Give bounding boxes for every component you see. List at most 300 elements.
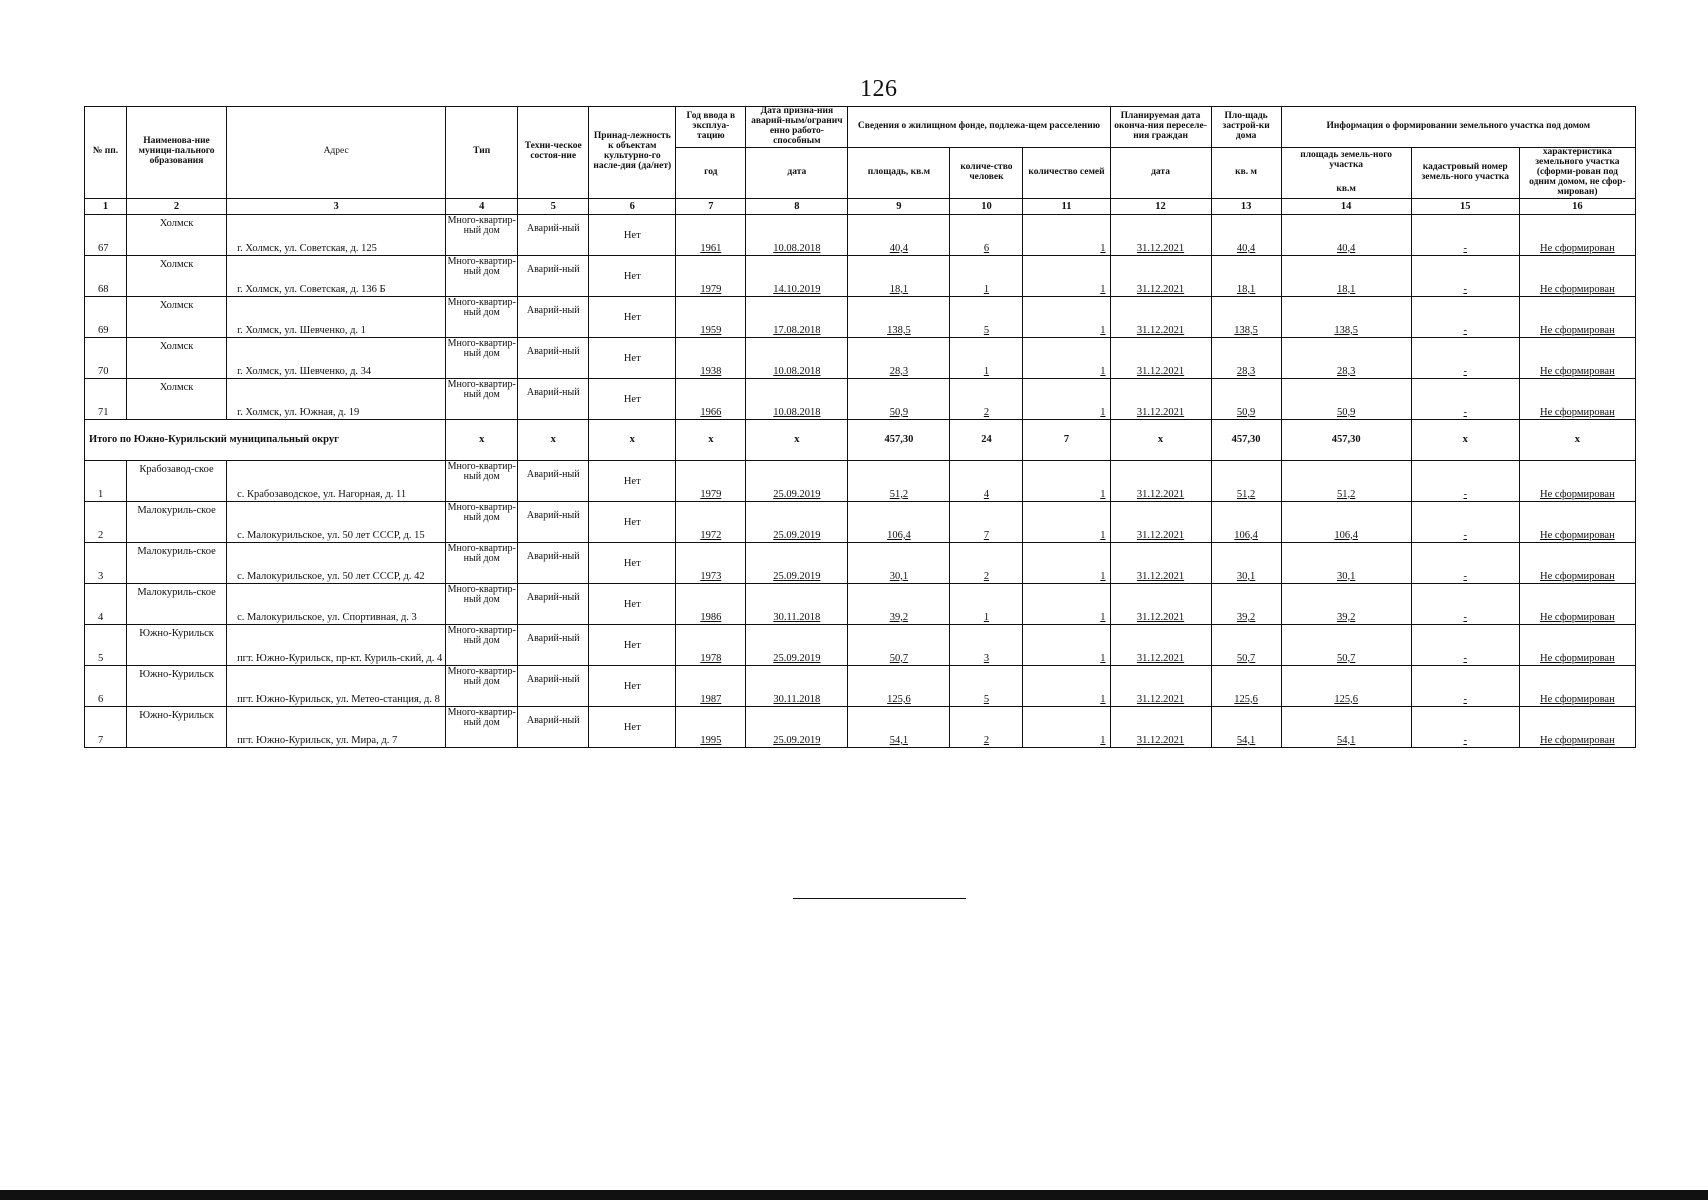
people-cell: 1: [983, 283, 990, 295]
municipality-cell: Холмск: [159, 381, 194, 393]
plan-date-cell-box: [1110, 501, 1211, 542]
land-area-cell: 54,1: [1336, 734, 1356, 746]
plan-date-cell: 31.12.2021: [1136, 611, 1185, 623]
people-cell: 2: [983, 734, 990, 746]
type-cell-box: [446, 542, 518, 583]
tech-state-cell: Аварий-ный: [526, 468, 580, 480]
people-cell: 5: [983, 324, 990, 336]
type-cell: Много-квартир-ный дом: [447, 255, 516, 277]
row-number-box: [85, 542, 127, 583]
area-cell-box: [848, 255, 950, 296]
cadastral-cell-box: [1411, 706, 1519, 747]
municipality-cell-box: [127, 542, 227, 583]
families-cell-box: [1023, 255, 1110, 296]
header-type: Тип: [446, 107, 518, 199]
type-cell-box: [446, 296, 518, 337]
year-cell: 1972: [700, 529, 722, 541]
plan-date-cell: 31.12.2021: [1136, 283, 1185, 295]
people-cell-box: [950, 460, 1023, 501]
plan-date-cell: 31.12.2021: [1136, 734, 1185, 746]
header-land-char: характеристика земельного участка (сформи-рован под одним домом, не сфор-мирован): [1519, 147, 1635, 198]
date-cell-box: [746, 542, 848, 583]
built-area-cell: 50,9: [1236, 406, 1256, 418]
municipality-cell: Крабозавод-ское: [139, 463, 214, 475]
cadastral-cell: -: [1463, 611, 1467, 623]
header-year-sub: год: [676, 147, 746, 198]
type-cell: Много-квартир-ный дом: [447, 624, 516, 646]
date-cell-box: [746, 583, 848, 624]
type-cell: Много-квартир-ный дом: [447, 665, 516, 687]
header-date-sub: дата: [746, 147, 848, 198]
total-label: Итого по Южно-Курильский муниципальный округ: [85, 419, 446, 460]
people-cell: 3: [983, 652, 990, 664]
cadastral-cell: -: [1463, 693, 1467, 705]
municipality-cell-box: [127, 296, 227, 337]
date-cell-box: [746, 337, 848, 378]
built-area-cell: 39,2: [1236, 611, 1256, 623]
year-cell-box: [676, 214, 746, 255]
address-cell-box: [227, 542, 446, 583]
type-cell-box: [446, 501, 518, 542]
plan-date-cell: 31.12.2021: [1136, 529, 1185, 541]
area-cell: 125,6: [887, 693, 911, 705]
cadastral-cell-box: [1411, 296, 1519, 337]
date-cell: 25.09.2019: [773, 652, 821, 664]
cultural-cell: Нет: [623, 270, 641, 282]
people-cell-box: [950, 665, 1023, 706]
column-number-cell: 16: [1519, 198, 1635, 214]
header-plan-group: Планируемая дата оконча-ния переселе-ния граждан: [1110, 107, 1211, 148]
people-cell: 6: [983, 242, 990, 254]
column-number-cell: 15: [1411, 198, 1519, 214]
year-cell: 1966: [700, 406, 722, 418]
date-cell: 10.08.2018: [773, 406, 821, 418]
row-number-box: [85, 214, 127, 255]
header-area-sub: площадь, кв.м: [848, 147, 950, 198]
date-cell: 30.11.2018: [773, 611, 821, 623]
header-built-group: Пло-щадь застрой-ки дома: [1211, 107, 1281, 148]
row-number-box: [85, 665, 127, 706]
tech-state-cell-box: [518, 214, 589, 255]
date-cell-box: [746, 665, 848, 706]
row-number: 2: [98, 529, 104, 541]
cultural-cell: Нет: [623, 393, 641, 405]
municipality-cell-box: [127, 255, 227, 296]
tech-state-cell-box: [518, 460, 589, 501]
families-cell: 1: [1100, 693, 1106, 705]
people-cell-box: [950, 706, 1023, 747]
total-plan-cell: х: [1110, 419, 1211, 460]
built-area-cell: 54,1: [1236, 734, 1256, 746]
total-date-cell: х: [746, 419, 848, 460]
table-row: [85, 460, 1636, 501]
municipality-cell-box: [127, 665, 227, 706]
row-number: 69: [98, 324, 109, 336]
plan-date-cell-box: [1110, 706, 1211, 747]
land-area-cell: 39,2: [1336, 611, 1356, 623]
land-area-cell: 50,9: [1336, 406, 1356, 418]
tech-state-cell: Аварий-ный: [526, 386, 580, 398]
row-number-box: [85, 255, 127, 296]
land-area-cell: 106,4: [1334, 529, 1358, 541]
tech-state-cell-box: [518, 501, 589, 542]
municipality-cell: Малокуриль-ское: [137, 504, 216, 516]
land-area-cell: 51,2: [1336, 488, 1356, 500]
table-row: [85, 255, 1636, 296]
row-number-box: [85, 460, 127, 501]
cadastral-cell-box: [1411, 460, 1519, 501]
land-char-cell-box: [1519, 665, 1635, 706]
table-row: [85, 583, 1636, 624]
built-area-cell: 40,4: [1236, 242, 1256, 254]
row-number-box: [85, 296, 127, 337]
land-char-cell: Не сформирован: [1540, 570, 1615, 582]
year-cell-box: [676, 665, 746, 706]
tech-state-cell: Аварий-ный: [526, 222, 580, 234]
date-cell-box: [746, 255, 848, 296]
municipality-cell: Холмск: [159, 299, 194, 311]
row-number: 71: [98, 406, 109, 418]
municipality-cell: Холмск: [159, 258, 194, 270]
total-built-cell: 457,30: [1211, 419, 1281, 460]
type-cell-box: [446, 460, 518, 501]
plan-date-cell-box: [1110, 255, 1211, 296]
cadastral-cell: -: [1463, 365, 1467, 377]
total-year-cell: х: [676, 419, 746, 460]
year-cell-box: [676, 337, 746, 378]
type-cell: Много-квартир-ный дом: [447, 501, 516, 523]
row-number-box: [85, 501, 127, 542]
cadastral-cell: -: [1463, 488, 1467, 500]
year-cell-box: [676, 378, 746, 419]
cultural-cell-box: [589, 706, 676, 747]
address-cell: с. Малокурильское, ул. Спортивная, д. 3: [237, 611, 417, 623]
column-number-cell: 14: [1281, 198, 1411, 214]
year-cell-box: [676, 460, 746, 501]
cultural-cell-box: [589, 214, 676, 255]
cultural-cell: Нет: [623, 639, 641, 651]
land-area-cell-box: [1281, 542, 1411, 583]
column-number-cell: 6: [589, 198, 676, 214]
built-area-cell: 138,5: [1234, 324, 1258, 336]
municipality-cell-box: [127, 706, 227, 747]
area-cell: 40,4: [889, 242, 909, 254]
signature-line: [793, 898, 966, 899]
families-cell-box: [1023, 337, 1110, 378]
address-cell: с. Крабозаводское, ул. Нагорная, д. 11: [237, 488, 407, 500]
cultural-cell: Нет: [623, 557, 641, 569]
land-char-cell: Не сформирован: [1540, 734, 1615, 746]
land-char-cell-box: [1519, 378, 1635, 419]
people-cell-box: [950, 255, 1023, 296]
area-cell: 18,1: [889, 283, 909, 295]
type-cell: Много-квартир-ный дом: [447, 337, 516, 359]
plan-date-cell-box: [1110, 337, 1211, 378]
municipality-cell-box: [127, 378, 227, 419]
type-cell-box: [446, 378, 518, 419]
tech-state-cell-box: [518, 542, 589, 583]
row-number: 6: [98, 693, 104, 705]
date-cell: 10.08.2018: [773, 365, 821, 377]
area-cell-box: [848, 665, 950, 706]
municipality-cell-box: [127, 583, 227, 624]
year-cell: 1938: [700, 365, 722, 377]
plan-date-cell-box: [1110, 460, 1211, 501]
type-cell-box: [446, 214, 518, 255]
land-char-cell-box: [1519, 214, 1635, 255]
year-cell: 1986: [700, 611, 722, 623]
cadastral-cell: -: [1463, 406, 1467, 418]
land-area-cell: 30,1: [1336, 570, 1356, 582]
families-cell: 1: [1100, 283, 1106, 295]
built-area-cell-box: [1211, 378, 1281, 419]
cultural-cell: Нет: [623, 229, 641, 241]
plan-date-cell-box: [1110, 378, 1211, 419]
year-cell: 1973: [700, 570, 722, 582]
total-type-cell: х: [446, 419, 518, 460]
cultural-cell-box: [589, 665, 676, 706]
column-number-cell: 10: [950, 198, 1023, 214]
cultural-cell: Нет: [623, 598, 641, 610]
column-number-cell: 8: [746, 198, 848, 214]
plan-date-cell: 31.12.2021: [1136, 324, 1185, 336]
land-char-cell-box: [1519, 460, 1635, 501]
row-number-box: [85, 706, 127, 747]
land-char-cell: Не сформирован: [1540, 693, 1615, 705]
tech-state-cell: Аварий-ный: [526, 632, 580, 644]
tech-state-cell-box: [518, 337, 589, 378]
area-cell: 28,3: [889, 365, 909, 377]
cultural-cell: Нет: [623, 516, 641, 528]
cultural-cell-box: [589, 337, 676, 378]
land-area-cell: 18,1: [1336, 283, 1356, 295]
built-area-cell: 18,1: [1236, 283, 1256, 295]
table-row: [85, 296, 1636, 337]
tech-state-cell: Аварий-ный: [526, 591, 580, 603]
people-cell-box: [950, 337, 1023, 378]
municipality-cell: Холмск: [159, 217, 194, 229]
type-cell: Много-квартир-ный дом: [447, 542, 516, 564]
column-number-row: [85, 198, 1636, 214]
land-char-cell-box: [1519, 337, 1635, 378]
date-cell-box: [746, 501, 848, 542]
land-char-cell-box: [1519, 542, 1635, 583]
land-char-cell-box: [1519, 624, 1635, 665]
people-cell: 2: [983, 406, 990, 418]
area-cell-box: [848, 542, 950, 583]
cadastral-cell-box: [1411, 501, 1519, 542]
year-cell-box: [676, 501, 746, 542]
families-cell: 1: [1100, 365, 1106, 377]
date-cell: 25.09.2019: [773, 734, 821, 746]
plan-date-cell-box: [1110, 296, 1211, 337]
date-cell: 17.08.2018: [773, 324, 821, 336]
cultural-cell-box: [589, 542, 676, 583]
table-row: [85, 665, 1636, 706]
header-num: № пп.: [85, 107, 127, 199]
address-cell: с. Малокурильское, ул. 50 лет СССР, д. 15: [237, 529, 425, 541]
column-number-cell: 9: [848, 198, 950, 214]
type-cell-box: [446, 255, 518, 296]
year-cell-box: [676, 706, 746, 747]
plan-date-cell: 31.12.2021: [1136, 570, 1185, 582]
year-cell: 1995: [700, 734, 722, 746]
type-cell-box: [446, 706, 518, 747]
table-row: [85, 214, 1636, 255]
land-area-cell: 28,3: [1336, 365, 1356, 377]
tech-state-cell: Аварий-ный: [526, 714, 580, 726]
column-number-cell: 2: [127, 198, 227, 214]
cadastral-cell: -: [1463, 652, 1467, 664]
families-cell: 1: [1100, 324, 1106, 336]
land-area-cell-box: [1281, 665, 1411, 706]
row-number: 1: [98, 488, 104, 500]
tech-state-cell-box: [518, 296, 589, 337]
cadastral-cell: -: [1463, 242, 1467, 254]
plan-date-cell: 31.12.2021: [1136, 365, 1185, 377]
address-cell: г. Холмск, ул. Южная, д. 19: [237, 406, 360, 418]
table-row: [85, 501, 1636, 542]
cultural-cell-box: [589, 460, 676, 501]
land-char-cell-box: [1519, 255, 1635, 296]
cultural-cell-box: [589, 296, 676, 337]
families-cell: 1: [1100, 652, 1106, 664]
families-cell-box: [1023, 501, 1110, 542]
families-cell: 1: [1100, 406, 1106, 418]
land-char-cell: Не сформирован: [1540, 611, 1615, 623]
people-cell: 4: [983, 488, 990, 500]
type-cell: Много-квартир-ный дом: [447, 296, 516, 318]
cultural-cell-box: [589, 583, 676, 624]
built-area-cell: 106,4: [1234, 529, 1258, 541]
cadastral-cell-box: [1411, 255, 1519, 296]
land-area-cell-box: [1281, 296, 1411, 337]
address-cell: пгт. Южно-Курильск, ул. Метео-станция, д. 8: [237, 693, 440, 705]
municipality-cell-box: [127, 501, 227, 542]
land-area-cell-box: [1281, 624, 1411, 665]
address-cell-box: [227, 255, 446, 296]
families-cell-box: [1023, 542, 1110, 583]
header-land-area: [1281, 147, 1411, 198]
table-row: [85, 337, 1636, 378]
address-cell: г. Холмск, ул. Шевченко, д. 34: [237, 365, 372, 377]
total-people-cell: 24: [950, 419, 1023, 460]
total-land-cell: 457,30: [1281, 419, 1411, 460]
cadastral-cell: -: [1463, 734, 1467, 746]
cadastral-cell-box: [1411, 378, 1519, 419]
total-cult-cell: х: [589, 419, 676, 460]
cadastral-cell-box: [1411, 665, 1519, 706]
tech-state-cell-box: [518, 378, 589, 419]
column-number-cell: 13: [1211, 198, 1281, 214]
date-cell-box: [746, 296, 848, 337]
header-families-sub: количество семей: [1023, 147, 1110, 198]
cadastral-cell: -: [1463, 283, 1467, 295]
people-cell-box: [950, 501, 1023, 542]
built-area-cell-box: [1211, 706, 1281, 747]
date-cell-box: [746, 624, 848, 665]
land-area-cell-box: [1281, 460, 1411, 501]
area-cell: 30,1: [889, 570, 909, 582]
land-area-cell: 125,6: [1334, 693, 1358, 705]
year-cell: 1959: [700, 324, 722, 336]
address-cell-box: [227, 460, 446, 501]
type-cell-box: [446, 665, 518, 706]
year-cell-box: [676, 296, 746, 337]
year-cell-box: [676, 255, 746, 296]
page-number: 126: [860, 76, 898, 102]
area-cell-box: [848, 583, 950, 624]
people-cell-box: [950, 214, 1023, 255]
plan-date-cell: 31.12.2021: [1136, 693, 1185, 705]
area-cell: 54,1: [889, 734, 909, 746]
address-cell: с. Малокурильское, ул. 50 лет СССР, д. 42: [237, 570, 425, 582]
year-cell-box: [676, 624, 746, 665]
cadastral-cell: -: [1463, 570, 1467, 582]
area-cell-box: [848, 460, 950, 501]
tech-state-cell-box: [518, 706, 589, 747]
municipality-cell-box: [127, 337, 227, 378]
total-cad-cell: х: [1411, 419, 1519, 460]
year-cell: 1978: [700, 652, 722, 664]
built-area-cell: 51,2: [1236, 488, 1256, 500]
people-cell-box: [950, 542, 1023, 583]
area-cell-box: [848, 706, 950, 747]
tech-state-cell: Аварий-ный: [526, 509, 580, 521]
row-number: 70: [98, 365, 109, 377]
people-cell-box: [950, 378, 1023, 419]
plan-date-cell-box: [1110, 542, 1211, 583]
area-cell-box: [848, 337, 950, 378]
type-cell: Много-квартир-ный дом: [447, 706, 516, 728]
land-area-cell-box: [1281, 337, 1411, 378]
families-cell-box: [1023, 665, 1110, 706]
tech-state-cell-box: [518, 624, 589, 665]
land-char-cell-box: [1519, 296, 1635, 337]
people-cell: 1: [983, 365, 990, 377]
tech-state-cell: Аварий-ный: [526, 263, 580, 275]
municipality-cell-box: [127, 624, 227, 665]
date-cell-box: [746, 460, 848, 501]
header-year-group: Год ввода в эксплуа-тацию: [676, 107, 746, 148]
families-cell-box: [1023, 214, 1110, 255]
cadastral-cell-box: [1411, 337, 1519, 378]
total-char-cell: х: [1519, 419, 1635, 460]
address-cell-box: [227, 624, 446, 665]
built-area-cell: 125,6: [1234, 693, 1258, 705]
families-cell: 1: [1100, 529, 1106, 541]
cadastral-cell: -: [1463, 324, 1467, 336]
year-cell: 1979: [700, 488, 722, 500]
tech-state-cell: Аварий-ный: [526, 345, 580, 357]
address-cell-box: [227, 296, 446, 337]
plan-date-cell-box: [1110, 214, 1211, 255]
column-number-cell: 7: [676, 198, 746, 214]
plan-date-cell: 31.12.2021: [1136, 652, 1185, 664]
row-number: 68: [98, 283, 109, 295]
header-housing-group: Сведения о жилищном фонде, подлежа-щем расселению: [848, 107, 1110, 148]
column-number-cell: 12: [1110, 198, 1211, 214]
land-area-cell-box: [1281, 214, 1411, 255]
area-cell-box: [848, 296, 950, 337]
cultural-cell: Нет: [623, 680, 641, 692]
address-cell: пгт. Южно-Курильск, ул. Мира, д. 7: [237, 734, 398, 746]
tech-state-cell-box: [518, 583, 589, 624]
type-cell: Много-квартир-ный дом: [447, 583, 516, 605]
year-cell: 1961: [700, 242, 722, 254]
cadastral-cell-box: [1411, 583, 1519, 624]
built-area-cell-box: [1211, 337, 1281, 378]
